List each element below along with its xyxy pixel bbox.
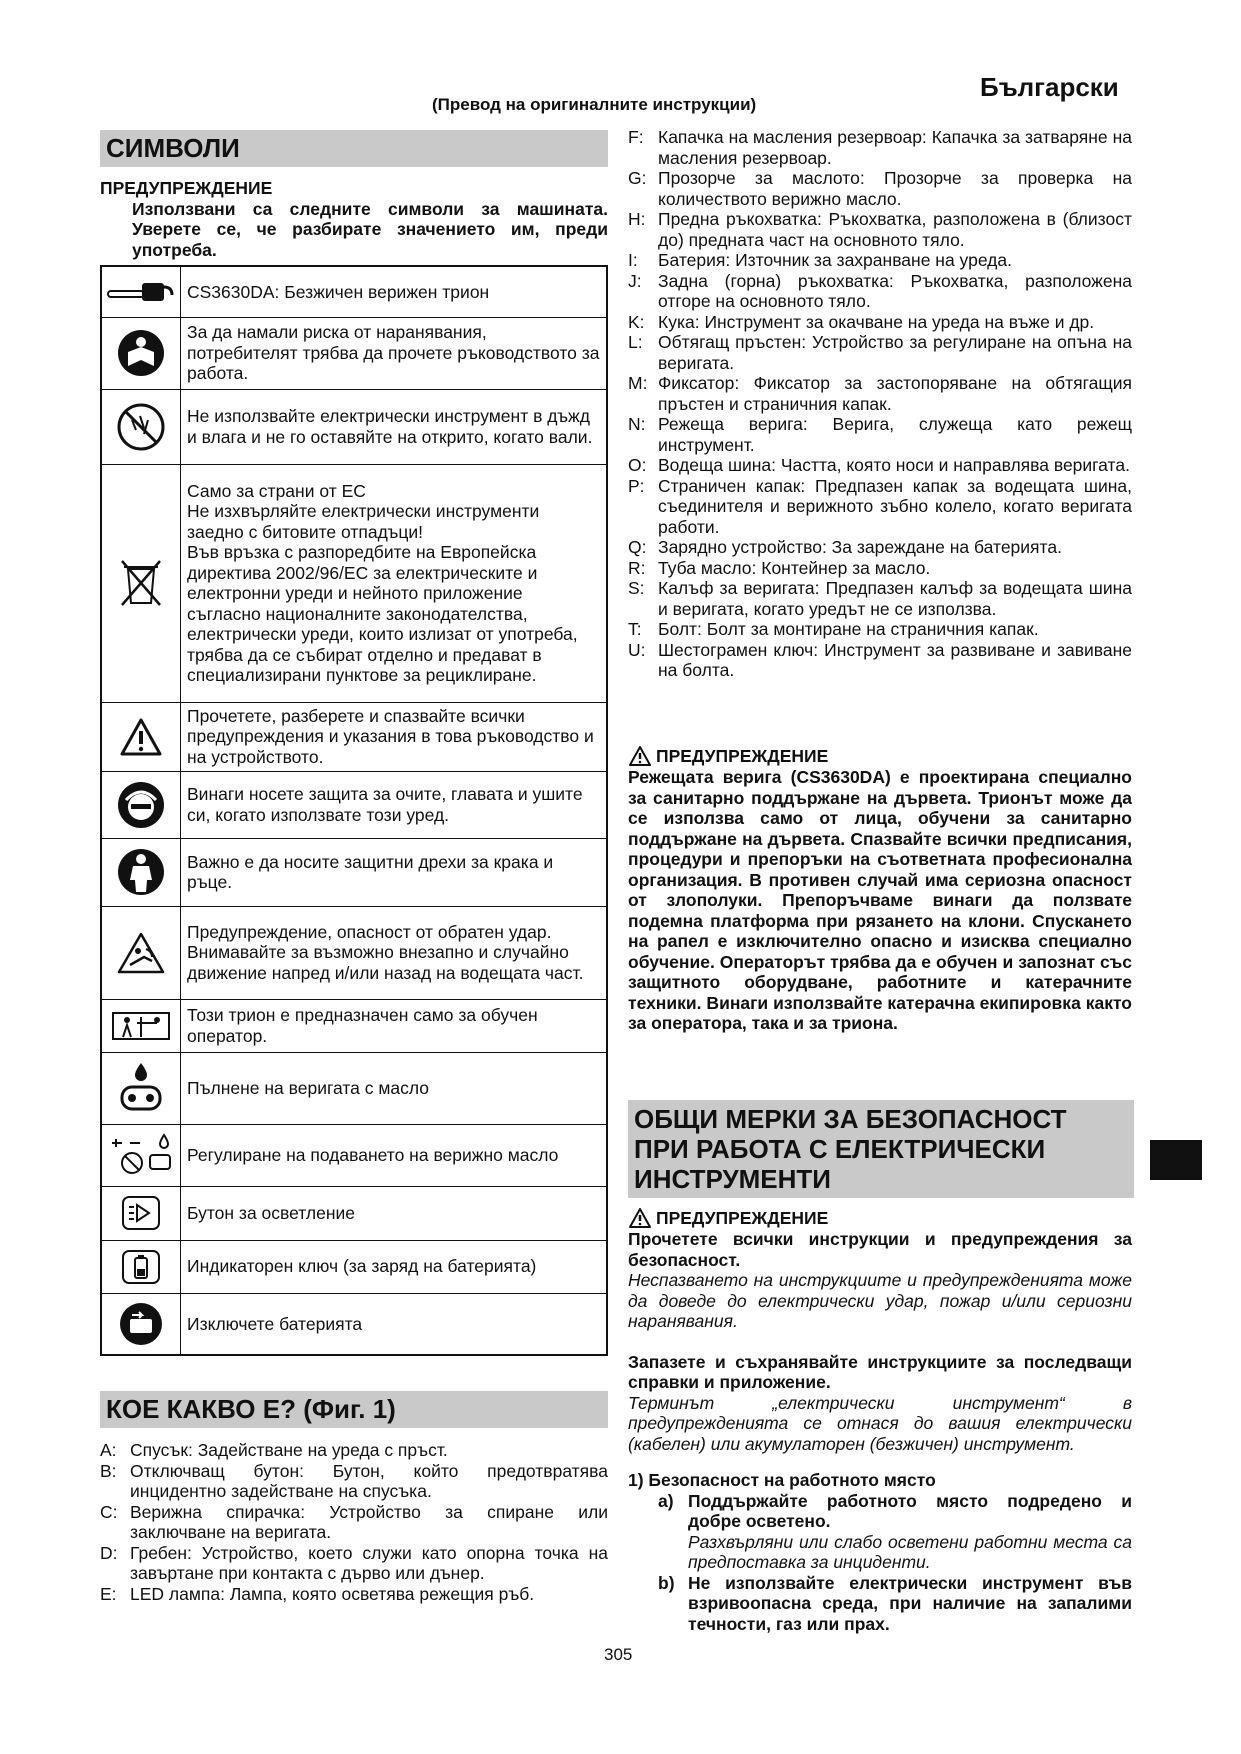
part-key: A: bbox=[100, 1440, 117, 1460]
symbol-row bbox=[101, 266, 607, 317]
symbol-row bbox=[101, 771, 607, 838]
part-text: Батерия: Източник за захранване на уреда. bbox=[658, 250, 1012, 270]
part-text: Туба масло: Контейнер за масло. bbox=[658, 557, 931, 578]
part-item bbox=[628, 558, 1132, 579]
chain-warning-head bbox=[628, 745, 1132, 767]
part-key: P: bbox=[628, 475, 645, 496]
symbol-text: Винаги носете защита за очите, главата и ушите си, когато използвате този уред. bbox=[181, 771, 608, 838]
language-label: Български bbox=[980, 72, 1119, 102]
part-text: Капачка на масления резервоар: Капачка за затваряне на масления резервоар. bbox=[658, 127, 1132, 168]
symbol-row bbox=[101, 999, 607, 1052]
symbols-table bbox=[100, 265, 608, 1356]
part-key: J: bbox=[628, 270, 642, 291]
language-tab-marker bbox=[1150, 1140, 1202, 1180]
translation-note: (Превод на оригиналните инструкции) bbox=[432, 95, 757, 114]
part-text: Отключващ бутон: Бутон, който предотвратява инцидентно задействане на спусъка. bbox=[130, 1460, 608, 1501]
symbol-text: CS3630DA: Безжичен верижен трион bbox=[181, 266, 608, 317]
general-warning-label: ПРЕДУПРЕЖДЕНИЕ bbox=[656, 1207, 829, 1228]
part-text: Страничен капак: Предпазен капак за водещата шина, съединителя и верижното зъбно колело, когато веригата работи. bbox=[658, 475, 1132, 537]
symbol-row bbox=[101, 1052, 607, 1124]
part-text: Предна ръкохватка: Ръкохватка, разположена в (близост до) предната част на основното тяло. bbox=[658, 209, 1132, 250]
part-item bbox=[628, 619, 1132, 640]
part-item bbox=[628, 209, 1132, 250]
symbol-text: За да намали риска от наранявания, потребителят трябва да прочете ръководството за работа. bbox=[181, 317, 608, 389]
item-a-bold: Поддържайте работното място подредено и добре осветено. bbox=[688, 1490, 1132, 1531]
part-item bbox=[628, 455, 1132, 476]
part-key: G: bbox=[628, 168, 647, 188]
symbol-text: Бутон за осветление bbox=[181, 1186, 608, 1240]
symbol-row bbox=[101, 317, 607, 389]
item-a bbox=[628, 1491, 1132, 1573]
protective-clothing-icon bbox=[116, 847, 166, 897]
symbol-row bbox=[101, 1186, 607, 1240]
part-item bbox=[628, 476, 1132, 538]
workplace-title: 1) Безопасност на работното място bbox=[628, 1470, 936, 1490]
part-item bbox=[100, 1543, 608, 1584]
symbol-row bbox=[101, 702, 607, 771]
part-key: Q: bbox=[628, 537, 647, 557]
part-text: Верижна спирачка: Устройство за спиране или заключване на веригата. bbox=[130, 1501, 608, 1542]
part-key: L: bbox=[628, 332, 643, 352]
symbol-text: Индикаторен ключ (за заряд на батерията) bbox=[181, 1240, 608, 1293]
part-item bbox=[628, 250, 1132, 271]
symbol-text: Изключете батерията bbox=[181, 1293, 608, 1355]
read-manual-icon bbox=[116, 328, 166, 378]
symbols-warning bbox=[100, 178, 608, 260]
symbol-text: Този трион е предназначен само за обучен оператор. bbox=[181, 999, 608, 1052]
symbol-text: Важно е да носите защитни дрехи за крака и ръце. bbox=[181, 838, 608, 906]
part-item bbox=[628, 640, 1132, 681]
part-key: T: bbox=[628, 619, 642, 639]
part-text: Режеща верига: Верига, служеща като режещ инструмент. bbox=[658, 414, 1132, 455]
part-text: Зарядно устройство: За зареждане на батерията. bbox=[658, 537, 1062, 557]
part-key: S: bbox=[628, 578, 645, 598]
part-item bbox=[100, 1461, 608, 1502]
part-key: E: bbox=[100, 1583, 117, 1604]
chain-warning bbox=[628, 745, 1132, 1034]
part-key: O: bbox=[628, 455, 647, 475]
part-text: Спусък: Задействане на уреда с пръст. bbox=[130, 1440, 448, 1460]
trained-operator-icon bbox=[111, 1009, 171, 1043]
item-b-bold: Не използвайте електрически инструмент във взривоопасна среда, при наличие на запалими течности, газ или прах. bbox=[688, 1572, 1132, 1634]
part-item bbox=[100, 1584, 608, 1605]
part-item bbox=[100, 1440, 608, 1461]
kickback-warning-icon bbox=[116, 931, 166, 975]
part-key: B: bbox=[100, 1460, 117, 1481]
part-key: N: bbox=[628, 414, 646, 434]
part-key: D: bbox=[100, 1542, 118, 1563]
term-text: Терминът „електрически инструмент“ в предупрежденията се отнася до вашия електрически (кабелен) или акумулаторен (безжичен) инструмент. bbox=[628, 1392, 1132, 1454]
oil-fill-icon bbox=[116, 1061, 166, 1115]
item-a-key: a) bbox=[658, 1490, 674, 1511]
remove-battery-icon bbox=[118, 1301, 164, 1347]
what-title: КОЕ КАКВО Е? (Фиг. 1) bbox=[100, 1391, 608, 1428]
chain-warning-label: ПРЕДУПРЕЖДЕНИЕ bbox=[656, 745, 829, 766]
part-text: Обтягащ пръстен: Устройство за регулиране на опъна на веригата. bbox=[658, 332, 1132, 373]
part-text: Кука: Инструмент за окачване на уреда на въже и др. bbox=[658, 311, 1095, 332]
warning-triangle-icon bbox=[119, 717, 163, 757]
page-number: 305 bbox=[604, 1645, 633, 1664]
part-text: Калъф за веригата: Предпазен калъф за водещата шина и веригата, когато уредът не се използва. bbox=[658, 578, 1132, 619]
no-rain-icon bbox=[116, 402, 166, 452]
symbols-warning-label: ПРЕДУПРЕЖДЕНИЕ bbox=[100, 178, 273, 198]
part-text: Прозорче за маслото: Прозорче за проверка на количеството верижно масло. bbox=[658, 168, 1132, 209]
symbol-row bbox=[101, 906, 607, 999]
item-b bbox=[628, 1573, 1132, 1635]
failure-text: Неспазването на инструкциите и предупрежденията може да доведе до електрически удар, пожар и/или сериозни наранявания. bbox=[628, 1270, 1132, 1331]
part-key: K: bbox=[628, 311, 645, 332]
part-text: Задна (горна) ръкохватка: Ръкохватка, разположена отгоре на основното тяло. bbox=[658, 270, 1132, 311]
symbol-text: Предупреждение, опасност от обратен удар. Внимавайте за възможно внезапно и случайно движение напред и/или назад на водещата част. bbox=[181, 906, 608, 999]
symbol-row bbox=[101, 389, 607, 464]
read-all-text: Прочетете всички инструкции и предупреждения за безопасност. bbox=[628, 1229, 1132, 1270]
symbol-row bbox=[101, 838, 607, 906]
part-item bbox=[628, 332, 1132, 373]
symbol-row bbox=[101, 1240, 607, 1293]
part-key: H: bbox=[628, 209, 646, 229]
part-key: F: bbox=[628, 127, 644, 147]
part-item bbox=[628, 373, 1132, 414]
symbol-text: Прочетете, разберете и спазвайте всички предупреждения и указания в това ръководство и на устройството. bbox=[181, 702, 608, 771]
symbol-text: Пълнене на веригата с масло bbox=[181, 1052, 608, 1124]
symbol-row bbox=[101, 1124, 607, 1186]
part-item bbox=[628, 127, 1132, 168]
part-item bbox=[628, 168, 1132, 209]
symbol-row bbox=[101, 464, 607, 702]
parts-list-right bbox=[628, 127, 1132, 681]
part-key: M: bbox=[628, 373, 648, 393]
general-safety-body bbox=[628, 1207, 1132, 1634]
part-item bbox=[628, 578, 1132, 619]
symbol-text: Само за страни от ЕС Не изхвърляйте електрически инструменти заедно с битовите отпадъци! Във връзка с разпоредбите на Европейска директива 2002/96/ЕС за електрическите и електронни уреди и нейното приложение съгласно националните законодателства, електрически уреди, които излизат от употреба, трябва да се събират отделно и предават в специализирани пунктове за рециклиране. bbox=[181, 464, 608, 702]
part-text: Гребен: Устройство, което служи като опорна точка на завъртане при контакта с дърво или дънер. bbox=[130, 1542, 608, 1583]
parts-list-left bbox=[100, 1440, 608, 1604]
item-a-text: Разхвърляни или слабо осветени работни места са предпоставка за инциденти. bbox=[688, 1531, 1132, 1572]
chain-warning-text: Режещата верига (CS3630DA) е проектирана специално за санитарно поддържане на дървета. Трионът може да се използва само от лица, обучени за санитарно поддържане на дървета. Спазвайте всички предписания, процедури и препоръки на съответната професионална организация. В противен случай има сериозна опасност от злополуки. Препоръчваме винаги да ползвате подемна платформа при рязането на клони. Спускането на рапел е изключително опасно и изисква специално обучение. Операторът трябва да е обучен и запознат със защитното оборудване, работните и катерачните техники. Винаги използвайте катерачна екипировка както за оператора, така и за триона. bbox=[628, 767, 1132, 1033]
head-protection-icon bbox=[116, 780, 166, 830]
part-item bbox=[628, 271, 1132, 312]
battery-indicator-icon bbox=[121, 1249, 161, 1285]
symbols-warning-text: Използвани са следните символи за машината. Уверете се, че разбирате значението им, преди употреба. bbox=[132, 198, 608, 260]
crossed-bin-icon bbox=[118, 557, 164, 609]
part-key: I: bbox=[628, 250, 638, 270]
part-text: Фиксатор: Фиксатор за застопоряване на обтягащия пръстен и страничния капак. bbox=[658, 373, 1132, 414]
part-text: Болт: Болт за монтиране на страничния капак. bbox=[658, 619, 1039, 639]
part-item bbox=[100, 1502, 608, 1543]
part-item bbox=[628, 537, 1132, 558]
part-key: R: bbox=[628, 557, 646, 578]
part-key: U: bbox=[628, 639, 646, 660]
part-text: LED лампа: Лампа, която осветява режещия ръб. bbox=[130, 1583, 535, 1604]
symbols-title: СИМВОЛИ bbox=[100, 130, 608, 167]
part-text: Шестограмен ключ: Инструмент за развиване и завиване на болта. bbox=[658, 639, 1132, 680]
keep-text: Запазете и съхранявайте инструкциите за последващи справки и приложение. bbox=[628, 1351, 1132, 1392]
part-key: C: bbox=[100, 1501, 118, 1522]
part-item bbox=[628, 312, 1132, 333]
general-warning-head bbox=[628, 1207, 1132, 1229]
chainsaw-icon bbox=[106, 277, 176, 307]
general-safety-title: ОБЩИ МЕРКИ ЗА БЕЗОПАСНОСТ ПРИ РАБОТА С ЕЛЕКТРИЧЕСКИ ИНСТРУМЕНТИ bbox=[628, 1100, 1134, 1198]
warning-icon bbox=[628, 1207, 652, 1229]
part-item bbox=[628, 414, 1132, 455]
item-b-key: b) bbox=[658, 1572, 675, 1593]
part-text: Водеща шина: Частта, която носи и направлява веригата. bbox=[658, 455, 1130, 475]
symbol-text: Регулиране на подаването на верижно масло bbox=[181, 1124, 608, 1186]
light-button-icon bbox=[121, 1195, 161, 1231]
symbol-row bbox=[101, 1293, 607, 1355]
symbol-text: Не използвайте електрически инструмент в дъжд и влага и не го оставяйте на открито, когато вали. bbox=[181, 389, 608, 464]
warning-icon bbox=[628, 745, 652, 767]
oil-adjust-icon bbox=[106, 1133, 176, 1177]
